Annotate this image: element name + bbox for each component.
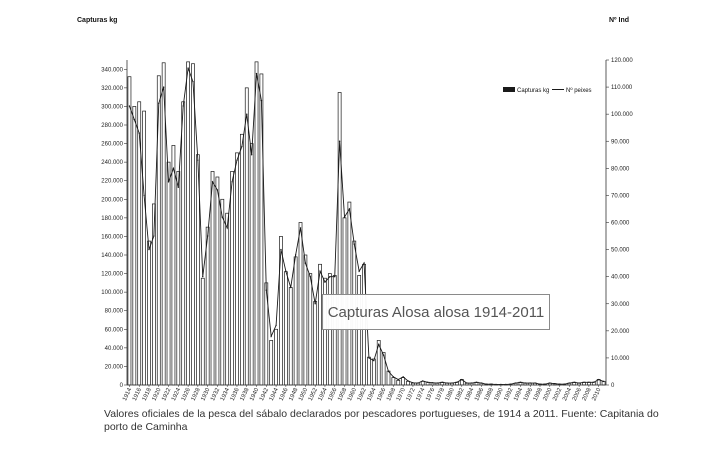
line-point-2008: [588, 382, 589, 383]
x-tick-label: 1950: [298, 387, 310, 402]
line-point-1928: [197, 160, 198, 161]
y-left-tick-label: 120.000: [101, 271, 123, 278]
bar-1936: [235, 153, 238, 385]
line-point-1984: [471, 382, 472, 383]
bar-1930: [206, 227, 209, 385]
line-point-2009: [593, 382, 594, 383]
x-tick-label: 2000: [542, 387, 554, 402]
line-point-1949: [300, 227, 301, 228]
x-tick-label: 1988: [483, 387, 495, 402]
bar-1926: [187, 62, 190, 385]
bar-1949: [299, 223, 302, 386]
line-point-1974: [422, 380, 423, 381]
x-axis: [119, 383, 603, 402]
line-point-1942: [266, 290, 267, 291]
line-point-2000: [549, 382, 550, 383]
bar-1968: [392, 378, 395, 385]
line-point-2005: [574, 382, 575, 383]
line-point-1983: [466, 382, 467, 383]
line-point-1950: [305, 262, 306, 263]
bar-1925: [182, 102, 185, 385]
bar-series: [128, 62, 605, 385]
bar-1969: [397, 380, 400, 385]
x-tick-label: 1928: [190, 387, 202, 402]
line-point-2007: [583, 382, 584, 383]
line-point-1914: [129, 105, 130, 106]
line-point-1961: [358, 271, 359, 272]
y-left-tick-label: 200.000: [101, 197, 123, 204]
y-left-tick-label: 320.000: [101, 85, 123, 92]
bar-1917: [143, 111, 146, 385]
line-point-1927: [192, 81, 193, 82]
line-point-1981: [456, 382, 457, 383]
line-point-1982: [461, 379, 462, 380]
line-point-1919: [153, 235, 154, 236]
line-point-1975: [427, 382, 428, 383]
y-left-tick-label: 40.000: [104, 345, 123, 352]
line-point-1941: [261, 100, 262, 101]
line-point-1972: [412, 382, 413, 383]
line-point-1951: [310, 276, 311, 277]
line-point-1953: [319, 271, 320, 272]
line-point-1923: [173, 168, 174, 169]
y-right-tick-label: 110.000: [611, 85, 633, 92]
bar-1946: [284, 272, 287, 385]
x-tick-label: 1956: [327, 387, 339, 402]
y-right-tick-label: 70.000: [611, 193, 630, 200]
bar-1914: [128, 77, 131, 385]
line-point-1964: [373, 360, 374, 361]
line-point-2010: [598, 379, 599, 380]
bar-1970: [402, 378, 405, 385]
line-point-2006: [578, 382, 579, 383]
y-left-tick-label: 100.000: [101, 290, 123, 297]
bar-1952: [314, 301, 317, 385]
y-right-tick-label: 120.000: [611, 58, 633, 64]
x-tick-label: 1964: [366, 387, 378, 402]
line-point-1968: [393, 376, 394, 377]
line-point-1916: [139, 132, 140, 133]
line-point-1985: [476, 382, 477, 383]
y-right-tick-label: 0: [611, 383, 615, 389]
x-tick-label: 2004: [562, 387, 574, 402]
y-left-tick-label: 80.000: [104, 308, 123, 315]
bar-1950: [304, 255, 307, 385]
line-point-1980: [451, 382, 452, 383]
x-tick-label: 1976: [425, 387, 437, 402]
x-tick-label: 1932: [210, 387, 222, 402]
x-tick-label: 1946: [278, 387, 290, 402]
line-point-1946: [285, 271, 286, 272]
x-tick-label: 1942: [259, 387, 271, 402]
bar-1939: [250, 144, 253, 385]
x-tick-label: 1934: [219, 387, 232, 402]
y-left-axis: [101, 67, 127, 389]
x-tick-label: 1960: [347, 387, 359, 402]
line-point-1926: [187, 67, 188, 68]
bar-1951: [309, 274, 312, 385]
bar-1923: [172, 145, 175, 385]
line-point-1971: [407, 380, 408, 381]
line-point-2001: [554, 383, 555, 384]
line-point-1932: [217, 189, 218, 190]
x-tick-label: 1924: [171, 387, 183, 402]
line-point-1931: [212, 181, 213, 182]
line-point-1920: [158, 103, 159, 104]
line-point-1930: [207, 235, 208, 236]
line-point-1943: [270, 336, 271, 337]
line-point-1952: [314, 303, 315, 304]
line-point-1918: [148, 249, 149, 250]
y-left-tick-label: 0: [119, 383, 123, 389]
legend-bar-swatch: [503, 87, 515, 92]
bar-1957: [338, 93, 341, 386]
line-point-1958: [344, 216, 345, 217]
line-point-1938: [246, 113, 247, 114]
x-tick-label: 1930: [200, 387, 212, 402]
line-point-1995: [525, 382, 526, 383]
y-right-tick-label: 80.000: [611, 166, 630, 173]
line-point-1934: [226, 227, 227, 228]
y-right-axis: [606, 58, 633, 389]
x-tick-label: 1980: [444, 387, 456, 402]
line-point-2004: [569, 382, 570, 383]
line-point-1979: [446, 382, 447, 383]
bar-1940: [255, 62, 258, 385]
x-tick-label: 1962: [356, 387, 368, 402]
y-left-axis-title: Capturas kg: [77, 17, 118, 24]
line-point-1924: [178, 187, 179, 188]
x-tick-label: 1936: [229, 387, 241, 402]
line-point-1917: [143, 195, 144, 196]
line-point-1956: [334, 276, 335, 277]
y-right-axis-title: Nº Ind: [609, 17, 630, 24]
y-right-tick-label: 10.000: [611, 355, 630, 362]
x-tick-label: 1944: [268, 387, 280, 402]
line-point-1937: [241, 146, 242, 147]
bar-1944: [275, 329, 278, 385]
line-point-1966: [383, 355, 384, 356]
y-left-tick-label: 220.000: [101, 178, 123, 185]
line-point-1976: [432, 382, 433, 383]
legend-bar-label: Capturas kg: [517, 88, 550, 94]
bar-1943: [270, 340, 273, 385]
y-left-tick-label: 20.000: [104, 364, 123, 371]
line-point-1940: [256, 73, 257, 74]
bar-1932: [216, 177, 219, 385]
line-point-1963: [368, 357, 369, 358]
legend-line-label: Nº peixes: [566, 88, 592, 94]
line-point-1965: [378, 344, 379, 345]
bar-1931: [211, 171, 214, 385]
line-point-1997: [534, 382, 535, 383]
y-left-tick-label: 280.000: [101, 123, 123, 129]
x-tick-label: 1926: [180, 387, 192, 402]
x-tick-label: 1994: [513, 387, 525, 402]
y-right-tick-label: 100.000: [611, 112, 633, 119]
y-left-tick-label: 340.000: [101, 67, 123, 74]
line-point-1955: [329, 276, 330, 277]
line-point-1986: [481, 382, 482, 383]
bar-1924: [177, 171, 180, 385]
x-tick-label: 1918: [141, 387, 153, 402]
line-point-1944: [275, 325, 276, 326]
bar-1941: [260, 74, 263, 385]
line-point-1935: [231, 181, 232, 182]
line-series: [129, 67, 605, 385]
line-point-1939: [251, 154, 252, 155]
x-tick-label: 1998: [532, 387, 544, 402]
x-tick-label: 1968: [386, 387, 398, 402]
line-point-1996: [530, 382, 531, 383]
x-tick-label: 1920: [151, 387, 163, 402]
x-tick-label: 1954: [317, 387, 329, 402]
line-point-1933: [222, 216, 223, 217]
x-tick-label: 1978: [434, 387, 447, 402]
bar-1947: [289, 288, 292, 386]
bar-1956: [333, 275, 336, 385]
line-point-1925: [183, 105, 184, 106]
x-tick-label: 1940: [249, 387, 261, 402]
bar-1938: [245, 88, 248, 385]
line-point-1947: [290, 287, 291, 288]
x-tick-label: 1938: [239, 387, 251, 402]
bar-1948: [294, 257, 297, 385]
bar-1971: [407, 381, 410, 385]
line-point-1959: [349, 208, 350, 209]
bar-1937: [240, 134, 243, 385]
bar-1918: [147, 241, 150, 385]
x-tick-label: 1952: [307, 387, 319, 402]
bar-1933: [221, 199, 224, 385]
line-point-1960: [354, 243, 355, 244]
line-point-1978: [442, 382, 443, 383]
figure-caption: Valores oficiales de la pesca del sábalo declarados por pescadores portugueses, de 1914 a 2011. Fuente: Capitania do porto de Caminha: [104, 408, 659, 433]
bar-1964: [372, 359, 375, 385]
line-point-1945: [280, 249, 281, 250]
x-tick-label: 1982: [454, 387, 466, 402]
bar-1963: [367, 357, 370, 385]
line-path: [129, 68, 603, 384]
line-point-1970: [402, 376, 403, 377]
line-point-1915: [134, 119, 135, 120]
x-tick-label: 1974: [415, 387, 427, 402]
x-tick-label: 2002: [552, 387, 564, 402]
y-left-tick-label: 240.000: [101, 160, 123, 167]
y-right-tick-label: 60.000: [611, 220, 630, 227]
line-point-1977: [437, 382, 438, 383]
x-tick-label: 1972: [405, 387, 417, 402]
y-left-tick-label: 60.000: [104, 327, 123, 334]
y-right-tick-label: 20.000: [611, 328, 630, 335]
x-tick-label: 1992: [503, 387, 515, 402]
line-point-1957: [339, 141, 340, 142]
y-right-tick-label: 90.000: [611, 139, 630, 146]
x-tick-label: 1958: [337, 387, 349, 402]
x-tick-label: 1984: [464, 387, 476, 402]
overlay-title-box: [322, 294, 550, 330]
bar-1927: [191, 64, 194, 385]
line-point-1994: [520, 382, 521, 383]
line-point-1936: [236, 160, 237, 161]
bar-1934: [226, 213, 229, 385]
x-tick-label: 1914: [122, 387, 134, 402]
x-tick-label: 1990: [493, 387, 505, 402]
x-tick-label: 2006: [571, 387, 583, 402]
bar-1945: [279, 236, 282, 385]
x-tick-label: 1916: [131, 387, 144, 402]
y-left-tick-label: 300.000: [101, 104, 123, 111]
legend: [503, 87, 592, 94]
x-tick-label: 2008: [581, 387, 593, 402]
x-tick-label: 1948: [288, 387, 300, 402]
bar-1929: [201, 278, 204, 385]
line-point-1954: [324, 281, 325, 282]
line-point-1993: [515, 382, 516, 383]
bar-1935: [231, 171, 234, 385]
y-left-tick-label: 180.000: [101, 215, 123, 222]
y-left-tick-label: 140.000: [101, 253, 123, 259]
bar-1922: [167, 162, 170, 385]
x-tick-label: 1996: [522, 387, 535, 402]
line-point-1929: [202, 276, 203, 277]
x-tick-label: 2010: [591, 387, 603, 402]
bar-1915: [133, 106, 136, 385]
y-right-tick-label: 40.000: [611, 274, 630, 281]
y-left-tick-label: 260.000: [101, 141, 123, 148]
x-tick-label: 1922: [161, 387, 173, 402]
line-point-1962: [363, 262, 364, 263]
line-point-1973: [417, 382, 418, 383]
x-tick-label: 1966: [376, 387, 388, 402]
y-right-tick-label: 30.000: [611, 301, 630, 308]
line-point-1967: [388, 371, 389, 372]
overlay-title: Capturas Alosa alosa 1914-2011: [327, 303, 545, 321]
line-point-1969: [398, 379, 399, 380]
line-point-2011: [603, 381, 604, 382]
line-point-1948: [295, 254, 296, 255]
line-point-1921: [163, 86, 164, 87]
x-tick-label: 1970: [395, 387, 407, 402]
bar-1961: [358, 275, 361, 385]
y-left-tick-label: 160.000: [101, 234, 123, 241]
line-point-1922: [168, 181, 169, 182]
x-tick-label: 1986: [474, 387, 486, 402]
y-right-tick-label: 50.000: [611, 247, 630, 254]
